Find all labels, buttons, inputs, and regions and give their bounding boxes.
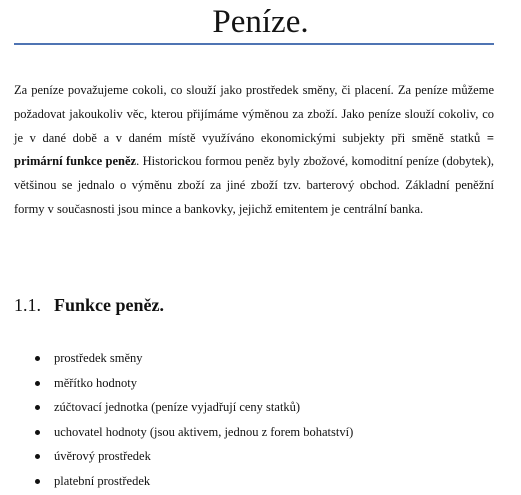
list-item-text: platební prostředek: [54, 473, 151, 488]
bullet-icon: [35, 479, 40, 484]
list-item: [14, 444, 494, 469]
list-item-text: měřítko hodnoty: [54, 375, 137, 390]
list-item: [14, 395, 494, 420]
bullet-icon: [35, 454, 40, 459]
bullet-icon: [35, 405, 40, 410]
title-underline: [14, 43, 494, 45]
paragraph-text-part2: . Historickou formou peněz byly zbožové, komoditní peníze (dobytek), většinou se jednalo o výměnu zboží za jiné zboží tzv. barterový obchod. Základní peněžní formy v současnosti jsou mince a bankovky, jejichž emitentem je centrální banka.: [14, 154, 494, 216]
functions-list: [14, 346, 494, 493]
page-title: Peníze.: [212, 4, 309, 40]
list-item: [14, 371, 494, 396]
paragraph-bold-phrase: = primární funkce peněz: [14, 130, 494, 169]
list-item: [14, 346, 494, 371]
list-item-text: úvěrový prostředek: [54, 449, 151, 463]
bullet-icon: [35, 430, 40, 435]
section-heading-text: Funkce peněz.: [54, 295, 164, 315]
list-item-text: prostředek směny: [54, 351, 143, 365]
list-item: [14, 420, 494, 445]
list-item: [14, 469, 494, 494]
section-heading: [14, 292, 164, 318]
section-number: 1.1.: [14, 295, 41, 315]
bullet-icon: [35, 381, 40, 386]
intro-paragraph: [14, 79, 494, 222]
bullet-icon: [35, 356, 40, 361]
list-item-text: zúčtovací jednotka (peníze vyjadřují ceny statků): [54, 400, 301, 414]
paragraph-text-part1: Za peníze považujeme cokoli, co slouží jako prostředek směny, či placení. Za peníze můžeme požadovat jakoukoliv věc, kterou přijímáme výměnou za zboží. Jako peníze slouží cokoliv, co je v dané době a v daném místě využíváno ekonomickými subjekty při směně statků: [14, 83, 494, 145]
list-item-text: uchovatel hodnoty (jsou aktivem, jednou z forem bohatství): [54, 424, 354, 439]
